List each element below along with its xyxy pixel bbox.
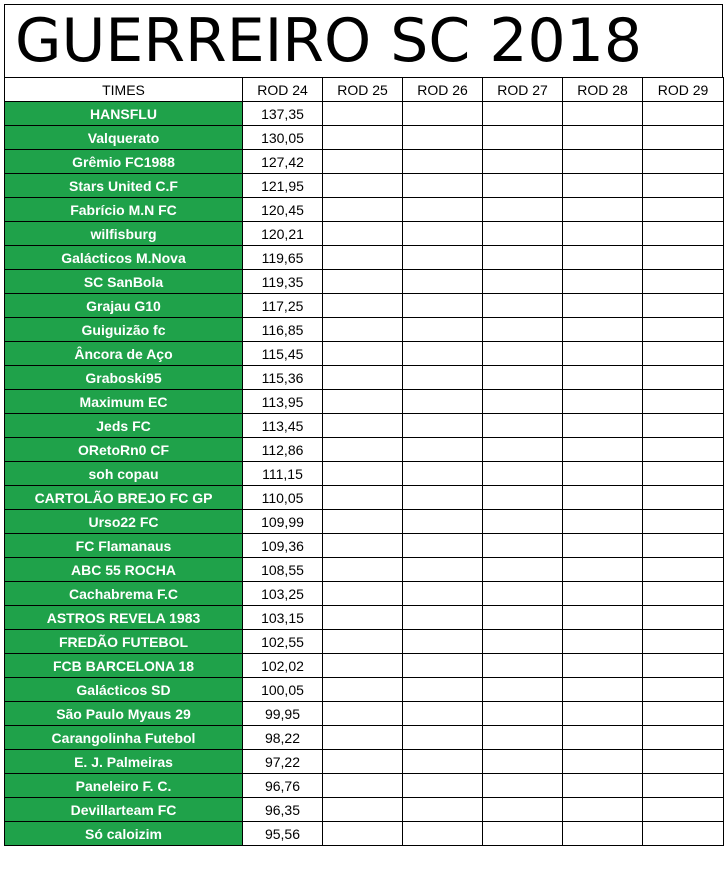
team-name-cell[interactable]: Âncora de Aço (5, 342, 243, 366)
rod-29-score-cell[interactable] (643, 750, 724, 774)
rod-28-score-cell[interactable] (563, 102, 643, 126)
rod-25-score-cell[interactable] (323, 582, 403, 606)
rod-24-score-cell[interactable]: 117,25 (243, 294, 323, 318)
rod-26-score-cell[interactable] (403, 798, 483, 822)
rod-29-score-cell[interactable] (643, 702, 724, 726)
rod-29-score-cell[interactable] (643, 366, 724, 390)
rod-25-score-cell[interactable] (323, 534, 403, 558)
rod-26-score-cell[interactable] (403, 462, 483, 486)
team-name-cell[interactable]: Carangolinha Futebol (5, 726, 243, 750)
rod-26-score-cell[interactable] (403, 222, 483, 246)
header-rod-28[interactable]: ROD 28 (563, 78, 643, 102)
rod-28-score-cell[interactable] (563, 606, 643, 630)
table-row (5, 366, 724, 390)
rod-25-score-cell[interactable] (323, 486, 403, 510)
rod-29-score-cell[interactable] (643, 486, 724, 510)
rod-28-score-cell[interactable] (563, 630, 643, 654)
rod-28-score-cell[interactable] (563, 126, 643, 150)
rod-27-score-cell[interactable] (483, 534, 563, 558)
rod-29-score-cell[interactable] (643, 294, 724, 318)
rod-29-score-cell[interactable] (643, 270, 724, 294)
rod-24-score-cell[interactable]: 111,15 (243, 462, 323, 486)
rod-27-score-cell[interactable] (483, 606, 563, 630)
table-row (5, 606, 724, 630)
table-row (5, 222, 724, 246)
rod-29-score-cell[interactable] (643, 798, 724, 822)
rod-28-score-cell[interactable] (563, 150, 643, 174)
team-name-cell[interactable]: ORetoRn0 CF (5, 438, 243, 462)
rod-24-score-cell[interactable]: 110,05 (243, 486, 323, 510)
rod-28-score-cell[interactable] (563, 462, 643, 486)
rod-25-score-cell[interactable] (323, 510, 403, 534)
rod-27-score-cell[interactable] (483, 822, 563, 846)
rod-24-score-cell[interactable]: 116,85 (243, 318, 323, 342)
rod-28-score-cell[interactable] (563, 246, 643, 270)
rod-26-score-cell[interactable] (403, 486, 483, 510)
rod-26-score-cell[interactable] (403, 582, 483, 606)
rod-27-score-cell[interactable] (483, 270, 563, 294)
rod-25-score-cell[interactable] (323, 174, 403, 198)
rod-24-score-cell[interactable]: 103,15 (243, 606, 323, 630)
rod-24-score-cell[interactable]: 97,22 (243, 750, 323, 774)
rod-26-score-cell[interactable] (403, 438, 483, 462)
rod-26-score-cell[interactable] (403, 150, 483, 174)
table-row (5, 558, 724, 582)
table-row (5, 702, 724, 726)
table-row (5, 534, 724, 558)
standings-table (4, 77, 724, 846)
team-name-cell[interactable]: Galácticos SD (5, 678, 243, 702)
team-name-cell[interactable]: soh copau (5, 462, 243, 486)
rod-24-score-cell[interactable]: 115,45 (243, 342, 323, 366)
rod-29-score-cell[interactable] (643, 438, 724, 462)
rod-26-score-cell[interactable] (403, 390, 483, 414)
team-name-cell[interactable]: Graboski95 (5, 366, 243, 390)
team-name-cell[interactable]: SC SanBola (5, 270, 243, 294)
rod-25-score-cell[interactable] (323, 366, 403, 390)
rod-26-score-cell[interactable] (403, 678, 483, 702)
rod-25-score-cell[interactable] (323, 462, 403, 486)
rod-29-score-cell[interactable] (643, 534, 724, 558)
rod-29-score-cell[interactable] (643, 558, 724, 582)
rod-24-score-cell[interactable]: 113,95 (243, 390, 323, 414)
rod-28-score-cell[interactable] (563, 438, 643, 462)
rod-28-score-cell[interactable] (563, 486, 643, 510)
rod-28-score-cell[interactable] (563, 822, 643, 846)
rod-25-score-cell[interactable] (323, 222, 403, 246)
team-name-cell[interactable]: Devillarteam FC (5, 798, 243, 822)
title-cell[interactable] (4, 4, 723, 77)
rod-28-score-cell[interactable] (563, 510, 643, 534)
rod-25-score-cell[interactable] (323, 702, 403, 726)
rod-28-score-cell[interactable] (563, 726, 643, 750)
table-row (5, 630, 724, 654)
header-rod-24[interactable]: ROD 24 (243, 78, 323, 102)
rod-29-score-cell[interactable] (643, 606, 724, 630)
rod-25-score-cell[interactable] (323, 438, 403, 462)
table-row (5, 822, 724, 846)
table-row (5, 390, 724, 414)
header-times[interactable]: TIMES (5, 78, 243, 102)
rod-26-score-cell[interactable] (403, 534, 483, 558)
rod-24-score-cell[interactable]: 120,21 (243, 222, 323, 246)
rod-27-score-cell[interactable] (483, 630, 563, 654)
rod-25-score-cell[interactable] (323, 198, 403, 222)
rod-24-score-cell[interactable]: 96,35 (243, 798, 323, 822)
rod-29-score-cell[interactable] (643, 150, 724, 174)
rod-25-score-cell[interactable] (323, 726, 403, 750)
table-row (5, 174, 724, 198)
rod-24-score-cell[interactable]: 100,05 (243, 678, 323, 702)
rod-26-score-cell[interactable] (403, 606, 483, 630)
table-row (5, 726, 724, 750)
rod-26-score-cell[interactable] (403, 246, 483, 270)
rod-27-score-cell[interactable] (483, 102, 563, 126)
rod-27-score-cell[interactable] (483, 150, 563, 174)
table-row (5, 150, 724, 174)
table-row (5, 342, 724, 366)
team-name-cell[interactable]: Jeds FC (5, 414, 243, 438)
rod-27-score-cell[interactable] (483, 414, 563, 438)
rod-25-score-cell[interactable] (323, 246, 403, 270)
rod-29-score-cell[interactable] (643, 822, 724, 846)
rod-25-score-cell[interactable] (323, 822, 403, 846)
rod-24-score-cell[interactable]: 119,35 (243, 270, 323, 294)
team-name-cell[interactable]: Galácticos M.Nova (5, 246, 243, 270)
rod-27-score-cell[interactable] (483, 750, 563, 774)
rod-28-score-cell[interactable] (563, 366, 643, 390)
rod-25-score-cell[interactable] (323, 774, 403, 798)
table-row (5, 654, 724, 678)
team-name-cell[interactable]: E. J. Palmeiras (5, 750, 243, 774)
table-row (5, 486, 724, 510)
table-row (5, 294, 724, 318)
rod-26-score-cell[interactable] (403, 822, 483, 846)
rod-28-score-cell[interactable] (563, 174, 643, 198)
rod-29-score-cell[interactable] (643, 102, 724, 126)
team-name-cell[interactable]: FCB BARCELONA 18 (5, 654, 243, 678)
rod-26-score-cell[interactable] (403, 270, 483, 294)
rod-26-score-cell[interactable] (403, 342, 483, 366)
rod-24-score-cell[interactable]: 98,22 (243, 726, 323, 750)
rod-25-score-cell[interactable] (323, 150, 403, 174)
rod-24-score-cell[interactable]: 99,95 (243, 702, 323, 726)
table-row (5, 774, 724, 798)
team-name-cell[interactable]: Grajau G10 (5, 294, 243, 318)
rod-29-score-cell[interactable] (643, 510, 724, 534)
rod-26-score-cell[interactable] (403, 366, 483, 390)
rod-25-score-cell[interactable] (323, 390, 403, 414)
rod-28-score-cell[interactable] (563, 702, 643, 726)
table-row (5, 678, 724, 702)
rod-24-score-cell[interactable]: 130,05 (243, 126, 323, 150)
rod-25-score-cell[interactable] (323, 750, 403, 774)
team-name-cell[interactable]: São Paulo Myaus 29 (5, 702, 243, 726)
team-name-cell[interactable]: ASTROS REVELA 1983 (5, 606, 243, 630)
team-name-cell[interactable]: Valquerato (5, 126, 243, 150)
rod-25-score-cell[interactable] (323, 558, 403, 582)
rod-28-score-cell[interactable] (563, 294, 643, 318)
rod-24-score-cell[interactable]: 137,35 (243, 102, 323, 126)
rod-27-score-cell[interactable] (483, 222, 563, 246)
rod-26-score-cell[interactable] (403, 318, 483, 342)
table-body (5, 102, 724, 846)
rod-24-score-cell[interactable]: 109,99 (243, 510, 323, 534)
rod-29-score-cell[interactable] (643, 342, 724, 366)
team-name-cell[interactable]: ABC 55 ROCHA (5, 558, 243, 582)
rod-28-score-cell[interactable] (563, 534, 643, 558)
rod-25-score-cell[interactable] (323, 294, 403, 318)
rod-29-score-cell[interactable] (643, 174, 724, 198)
rod-29-score-cell[interactable] (643, 414, 724, 438)
rod-25-score-cell[interactable] (323, 342, 403, 366)
rod-25-score-cell[interactable] (323, 126, 403, 150)
rod-26-score-cell[interactable] (403, 702, 483, 726)
rod-28-score-cell[interactable] (563, 390, 643, 414)
rod-26-score-cell[interactable] (403, 774, 483, 798)
rod-27-score-cell[interactable] (483, 486, 563, 510)
rod-25-score-cell[interactable] (323, 630, 403, 654)
rod-26-score-cell[interactable] (403, 726, 483, 750)
rod-27-score-cell[interactable] (483, 678, 563, 702)
rod-24-score-cell[interactable]: 102,55 (243, 630, 323, 654)
rod-26-score-cell[interactable] (403, 414, 483, 438)
rod-27-score-cell[interactable] (483, 126, 563, 150)
table-row (5, 438, 724, 462)
rod-25-score-cell[interactable] (323, 414, 403, 438)
rod-27-score-cell[interactable] (483, 462, 563, 486)
table-row (5, 198, 724, 222)
table-row (5, 270, 724, 294)
rod-28-score-cell[interactable] (563, 318, 643, 342)
header-rod-25[interactable]: ROD 25 (323, 78, 403, 102)
table-row (5, 750, 724, 774)
rod-27-score-cell[interactable] (483, 654, 563, 678)
rod-27-score-cell[interactable] (483, 798, 563, 822)
rod-28-score-cell[interactable] (563, 750, 643, 774)
rod-24-score-cell[interactable]: 121,95 (243, 174, 323, 198)
rod-24-score-cell[interactable]: 103,25 (243, 582, 323, 606)
rod-26-score-cell[interactable] (403, 126, 483, 150)
team-name-cell[interactable]: wilfisburg (5, 222, 243, 246)
team-name-cell[interactable]: FREDÃO FUTEBOL (5, 630, 243, 654)
rod-27-score-cell[interactable] (483, 558, 563, 582)
rod-28-score-cell[interactable] (563, 198, 643, 222)
rod-27-score-cell[interactable] (483, 702, 563, 726)
team-name-cell[interactable]: HANSFLU (5, 102, 243, 126)
rod-24-score-cell[interactable]: 102,02 (243, 654, 323, 678)
rod-27-score-cell[interactable] (483, 582, 563, 606)
rod-24-score-cell[interactable]: 127,42 (243, 150, 323, 174)
rod-28-score-cell[interactable] (563, 654, 643, 678)
team-name-cell[interactable]: CARTOLÃO BREJO FC GP (5, 486, 243, 510)
rod-29-score-cell[interactable] (643, 654, 724, 678)
header-row (5, 78, 724, 102)
team-name-cell[interactable]: Stars United C.F (5, 174, 243, 198)
rod-24-score-cell[interactable]: 95,56 (243, 822, 323, 846)
rod-29-score-cell[interactable] (643, 246, 724, 270)
rod-24-score-cell[interactable]: 96,76 (243, 774, 323, 798)
rod-27-score-cell[interactable] (483, 726, 563, 750)
rod-25-score-cell[interactable] (323, 606, 403, 630)
rod-29-score-cell[interactable] (643, 462, 724, 486)
rod-24-score-cell[interactable]: 109,36 (243, 534, 323, 558)
rod-28-score-cell[interactable] (563, 582, 643, 606)
rod-24-score-cell[interactable]: 112,86 (243, 438, 323, 462)
rod-25-score-cell[interactable] (323, 102, 403, 126)
rod-27-score-cell[interactable] (483, 294, 563, 318)
team-name-cell[interactable]: Maximum EC (5, 390, 243, 414)
header-rod-27[interactable]: ROD 27 (483, 78, 563, 102)
rod-28-score-cell[interactable] (563, 222, 643, 246)
team-name-cell[interactable]: Cachabrema F.C (5, 582, 243, 606)
table-row (5, 582, 724, 606)
rod-26-score-cell[interactable] (403, 630, 483, 654)
rod-28-score-cell[interactable] (563, 414, 643, 438)
rod-29-score-cell[interactable] (643, 630, 724, 654)
rod-29-score-cell[interactable] (643, 678, 724, 702)
rod-26-score-cell[interactable] (403, 750, 483, 774)
rod-27-score-cell[interactable] (483, 318, 563, 342)
header-rod-29[interactable]: ROD 29 (643, 78, 724, 102)
table-row (5, 462, 724, 486)
team-name-cell[interactable]: Urso22 FC (5, 510, 243, 534)
rod-28-score-cell[interactable] (563, 798, 643, 822)
table-row (5, 126, 724, 150)
rod-24-score-cell[interactable]: 108,55 (243, 558, 323, 582)
rod-25-score-cell[interactable] (323, 798, 403, 822)
team-name-cell[interactable]: Só caloizim (5, 822, 243, 846)
rod-27-score-cell[interactable] (483, 510, 563, 534)
rod-25-score-cell[interactable] (323, 270, 403, 294)
rod-25-score-cell[interactable] (323, 654, 403, 678)
rod-27-score-cell[interactable] (483, 198, 563, 222)
rod-29-score-cell[interactable] (643, 126, 724, 150)
rod-29-score-cell[interactable] (643, 222, 724, 246)
rod-27-score-cell[interactable] (483, 246, 563, 270)
rod-24-score-cell[interactable]: 113,45 (243, 414, 323, 438)
table-row (5, 102, 724, 126)
rod-26-score-cell[interactable] (403, 294, 483, 318)
rod-28-score-cell[interactable] (563, 342, 643, 366)
rod-26-score-cell[interactable] (403, 198, 483, 222)
rod-25-score-cell[interactable] (323, 678, 403, 702)
rod-28-score-cell[interactable] (563, 558, 643, 582)
table-row (5, 318, 724, 342)
rod-28-score-cell[interactable] (563, 270, 643, 294)
rod-26-score-cell[interactable] (403, 558, 483, 582)
rod-29-score-cell[interactable] (643, 726, 724, 750)
rod-24-score-cell[interactable]: 115,36 (243, 366, 323, 390)
sheet-title: GUERREIRO SC 2018 (15, 5, 643, 76)
rod-26-score-cell[interactable] (403, 102, 483, 126)
team-name-cell[interactable]: Grêmio FC1988 (5, 150, 243, 174)
rod-27-score-cell[interactable] (483, 390, 563, 414)
rod-29-score-cell[interactable] (643, 390, 724, 414)
rod-27-score-cell[interactable] (483, 342, 563, 366)
rod-27-score-cell[interactable] (483, 438, 563, 462)
rod-29-score-cell[interactable] (643, 582, 724, 606)
rod-24-score-cell[interactable]: 120,45 (243, 198, 323, 222)
rod-25-score-cell[interactable] (323, 318, 403, 342)
rod-26-score-cell[interactable] (403, 510, 483, 534)
rod-29-score-cell[interactable] (643, 774, 724, 798)
team-name-cell[interactable]: Guiguizão fc (5, 318, 243, 342)
rod-27-score-cell[interactable] (483, 366, 563, 390)
rod-27-score-cell[interactable] (483, 774, 563, 798)
rod-26-score-cell[interactable] (403, 174, 483, 198)
table-row (5, 510, 724, 534)
team-name-cell[interactable]: Paneleiro F. C. (5, 774, 243, 798)
rod-27-score-cell[interactable] (483, 174, 563, 198)
rod-29-score-cell[interactable] (643, 198, 724, 222)
header-rod-26[interactable]: ROD 26 (403, 78, 483, 102)
rod-28-score-cell[interactable] (563, 678, 643, 702)
rod-29-score-cell[interactable] (643, 318, 724, 342)
rod-24-score-cell[interactable]: 119,65 (243, 246, 323, 270)
rod-26-score-cell[interactable] (403, 654, 483, 678)
table-row (5, 798, 724, 822)
team-name-cell[interactable]: Fabrício M.N FC (5, 198, 243, 222)
rod-28-score-cell[interactable] (563, 774, 643, 798)
table-row (5, 246, 724, 270)
team-name-cell[interactable]: FC Flamanaus (5, 534, 243, 558)
table-row (5, 414, 724, 438)
